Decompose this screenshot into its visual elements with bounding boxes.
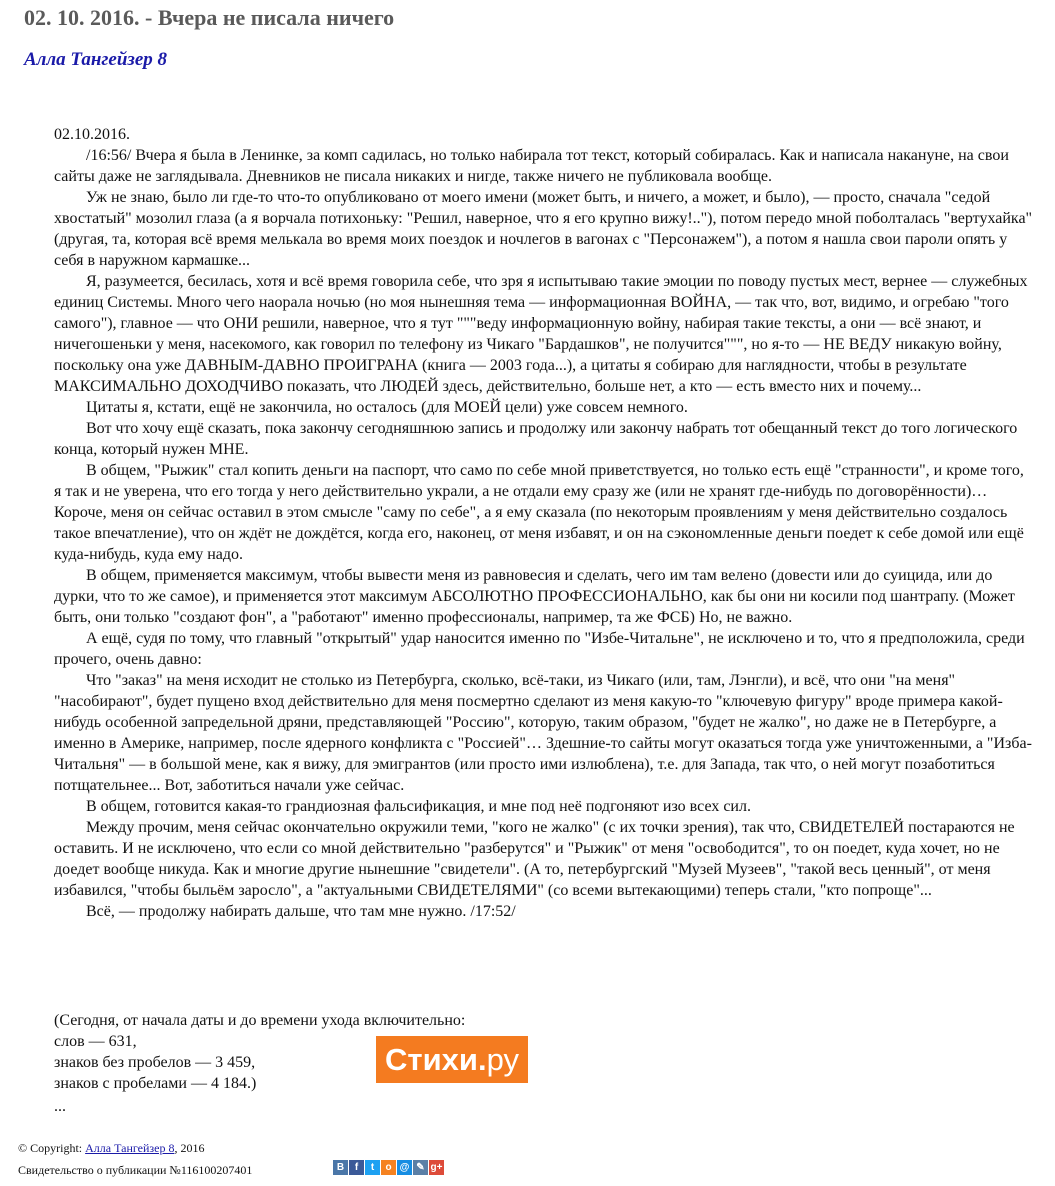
logo-tld: ру	[486, 1041, 519, 1077]
copyright-year: , 2016	[174, 1141, 205, 1155]
date-line: 02.10.2016.	[54, 126, 130, 143]
paragraph: /16:56/ Вчера я была в Ленинке, за комп садилась, но только набирала тот текст, который собиралась. Как и написала накануне, на свои сайты даже не заглядывала. Дневников не писала никаких и нигде, также ничего не публиковала вообще.	[54, 147, 1009, 185]
mail-icon[interactable]: @	[397, 1160, 412, 1175]
paragraph: А ещё, судя по тому, что главный "открытый" удар наносится именно по "Избе-Читальне", не исключено и то, что я предположила, среди прочего, очень давно:	[54, 630, 1025, 668]
author-link[interactable]: Алла Тангейзер 8	[24, 49, 168, 70]
copyright-line	[18, 1137, 252, 1159]
paragraph: Вот что хочу ещё сказать, пока закончу сегодняшнюю запись и продолжу или закончу набрать тот обещанный текст до того логического конца, который нужен МНЕ.	[54, 420, 1018, 458]
copyright-prefix: © Copyright:	[18, 1141, 86, 1155]
footer	[18, 1137, 252, 1181]
paragraph: В общем, готовится какая-то грандиозная фальсификация, и мне под неё подгоняют изо всех сил.	[86, 798, 751, 815]
paragraph: Уж не знаю, было ли где-то что-то опубликовано от моего имени (может быть, и ничего, а может, и было), — просто, сначала "седой хвостатый" мозолил глаза (а я ворчала потихоньку: "Решил, наверное, что я его крупно вижу!.."), потом передо мной поболталась "вертухайка" (другая, та, которая всё время мелькала во время моих поездок и ночлегов в вагонах с "Персонажем"), а потом я нашла свои пароли опять у себя в наружном кармашке...	[54, 189, 1033, 269]
paragraph: Всё, — продолжу набирать дальше, что там мне нужно. /17:52/	[86, 903, 516, 920]
google-plus-icon[interactable]: g+	[430, 1162, 443, 1173]
stats-chars-with-spaces: знаков с пробелами — 4 184.)	[54, 1075, 257, 1092]
paragraph: Что "заказ" на меня исходит не столько из Петербурга, сколько, всё-таки, из Чикаго (или, там, Лэнгли), и всё, что они "на меня" "насобирают", будет пущено вход действительно для меня посмертно сделают из меня какую-то "ключевую фигуру" вроде примера какой-нибудь особенной запредельной дряни, представляющей "Россию", которую, таким образом, "будет не жалко", но даже не в Петербурге, а именно в Америке, например, после ядерного конфликта с "Россией"… Здешние-то сайты могут оказаться тогда уже уничтоженными, а "Изба-Читальня" — в большой мене, как я вижу, для эмигрантов (или просто ими излюблена), т.е. для Запада, так что, о ней могут позаботиться потщательнее... Вот, заботиться начали уже сейчас.	[54, 672, 1032, 794]
stihi-logo[interactable]	[376, 1036, 528, 1083]
twitter-icon[interactable]: t	[365, 1160, 380, 1175]
stats-words: слов — 631,	[54, 1033, 137, 1050]
share-buttons	[333, 1160, 444, 1175]
logo-name: Стихи	[385, 1041, 478, 1077]
livejournal-icon[interactable]: ✎	[413, 1160, 428, 1175]
paragraph: В общем, "Рыжик" стал копить деньги на паспорт, что само по себе мной приветствуется, но только есть ещё "странности", и кроме того, я так и не уверена, что его тогда у него действительно украли, а не отдали ему сразу же (или не хранят где-нибудь по договорённости)… Короче, меня он сейчас оставил в этом смысле "саму по себе", а я ему сказала (по некоторым проявлениям у меня действительно создалось такое впечатление), что он ждёт не дождётся, когда его, наконец, от меня избавят, и он на сэкономленные деньги поедет к себе домой или ещё куда-нибудь, куда ему надо.	[54, 462, 1024, 563]
paragraph: Между прочим, меня сейчас окончательно окружили теми, "кого не жалко" (с их точки зрения), так что, СВИДЕТЕЛЕЙ постараются не оставить. И не исключено, что если со мной действительно "разберутся" и "Рыжик" от меня "освободится", то он поедет, куда хочет, но не доедет вообще никуда. Как и многие другие нынешние "свидетели". (А то, петербургский "Музей Музеев", "такой весь ценный", от меня избавился, "чтобы быльём заросло", а "актуальными СВИДЕТЕЛЯМИ" (со всеми вытекающими) теперь стали, "кто попроще"...	[54, 819, 1015, 899]
article-text	[54, 124, 1034, 922]
stats-ellipsis: ...	[54, 1098, 66, 1115]
logo-dot: .	[477, 1041, 487, 1077]
page-title: 02. 10. 2016. - Вчера не писала ничего	[24, 5, 395, 30]
paragraph: В общем, применяется максимум, чтобы вывести меня из равновесия и сделать, чего им там велено (довести или до суицида, или до дурки, что то же самое), и применяется этот максимум АБСОЛЮТНО ПРОФЕССИОНАЛЬНО, как бы они ни косили под шантрапу. (Может быть, они только "создают фон", а "работают" именно профессионалы, например, та же ФСБ) Но, не важно.	[54, 567, 1015, 626]
footer-author-link[interactable]: Алла Тангейзер 8	[85, 1141, 175, 1155]
paragraph: Цитаты я, кстати, ещё не закончила, но осталось (для МОЕЙ цели) уже совсем немного.	[86, 399, 688, 416]
stats-chars-no-spaces: знаков без пробелов — 3 459,	[54, 1054, 256, 1071]
odnoklassniki-icon[interactable]: о	[381, 1160, 396, 1175]
facebook-icon[interactable]: f	[349, 1160, 364, 1175]
vk-icon[interactable]: В	[333, 1160, 348, 1175]
paragraph: Я, разумеется, бесилась, хотя и всё время говорила себе, что зря я испытываю такие эмоции по поводу пустых мест, вернее — служебных единиц Системы. Много чего наорала ночью (но моя нынешняя тема — информационная ВОЙНА, — так что, вот, видимо, и огребаю "того самого"), главное — что ОНИ решили, наверное, что я тут """веду информационную войну, набирая такие тексты, а они — всё знают, и ничегошеньки у меня, насекомого, как говорил по телефону из Чикаго "Бардашков", не получится""", но я-то — НЕ ВЕДУ никакую войну, поскольку она уже ДАВНЫМ-ДАВНО ПРОИГРАНА (книга — 2003 года...), а цитаты я собираю для наглядности, чтобы в результате МАКСИМАЛЬНО ДОХОДЧИВО показать, что ЛЮДЕЙ здесь, действительно, больше нет, а кто — есть вместо них и почему...	[54, 273, 1028, 395]
stats-intro: (Сегодня, от начала даты и до времени ухода включительно:	[54, 1012, 466, 1029]
publication-certificate: Свидетельство о публикации №116100207401	[18, 1163, 253, 1177]
